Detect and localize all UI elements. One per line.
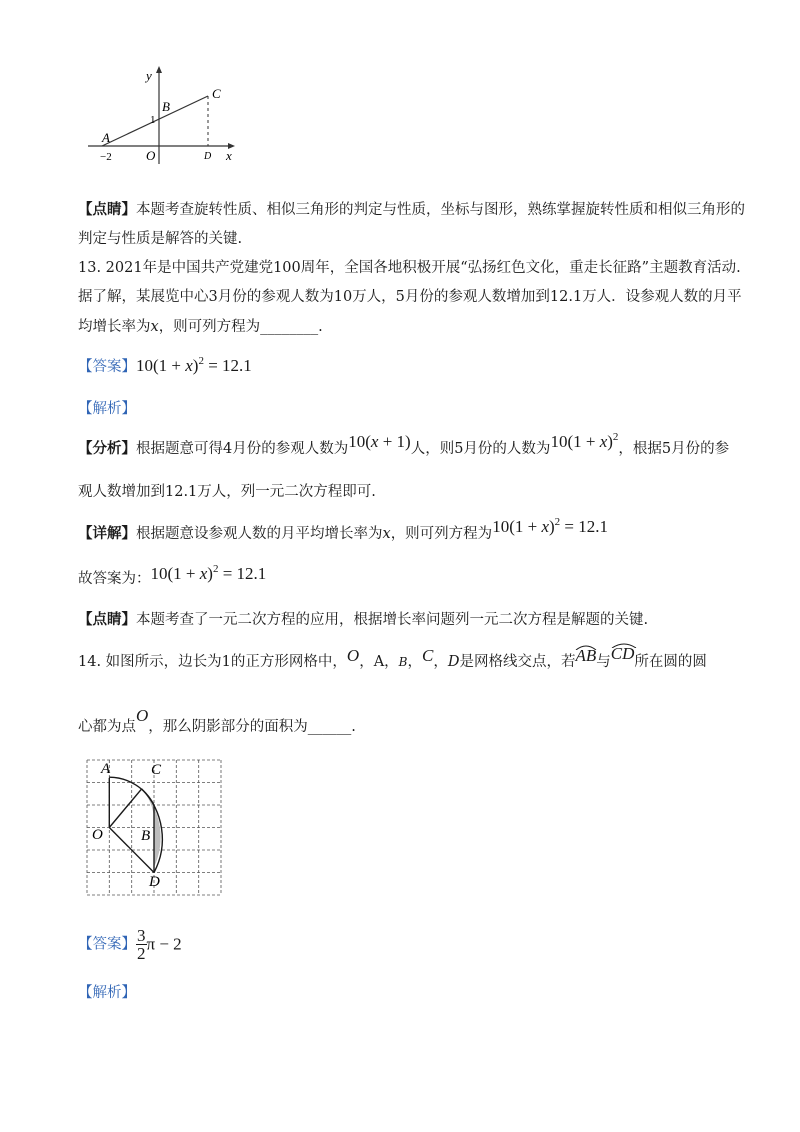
tick-1: 1 [150,114,156,126]
final-text: 故答案为： [78,571,151,587]
comment-text: 本题考查了一元二次方程的应用，根据增长率问题列一元二次方程是解题的关键. [136,612,649,628]
q13-line2: 据了解，某展览中心3月份的参观人数为10万人，5月份的参观人数增加到12.1万人．设参观人数的月平 [78,289,742,305]
label-d: D [149,874,160,890]
q14-text: ，那么阴影部分的面积为______. [148,719,356,735]
q14-text: 与 [596,654,611,670]
point-a: A [373,654,385,670]
q13-line1: 13. 2021年是中国共产党建党100周年，全国各地积极开展“弘扬红色文化，重走长征路”主题教育活动. [78,260,741,276]
label-b: B [162,99,170,114]
var-x: x [382,526,391,542]
q14-text: 所在圆的圆 [634,654,707,670]
q14-answer [78,927,182,962]
analysis-text: 根据题意可得4月份的参观人数为 [136,441,349,457]
label-x: x [226,148,232,163]
label-o: O [146,148,156,163]
q14-jiexi-tag: 【解析】 [78,985,136,1001]
q13-final-answer [78,563,267,589]
point-d: D [447,654,460,670]
label-y: y [146,68,152,83]
arc-mark-icon [611,642,637,648]
q12-comment-line1 [78,200,745,220]
q13-blank-text: ，则可列方程为________. [158,319,323,335]
q13-answer [78,356,252,377]
q13-line3 [78,317,323,337]
answer-fraction: $\frac{3}{2}$ [137,926,146,963]
q13-comment [78,610,648,630]
point-o: O [346,646,360,665]
answer-rest: π − 2 [146,934,182,954]
label-c: C [151,762,162,778]
q13-jiexi-tag: 【解析】 [78,401,136,417]
var-x: x [150,319,159,335]
comment-text: 本题考查旋转性质、相似三角形的判定与性质，坐标与图形，熟练掌握旋转性质和相似三角形的 [136,202,745,218]
comment-tag: 【点睛】 [78,201,136,218]
q12-comment-line2: 判定与性质是解答的关键. [78,231,243,247]
arc-cd: CD [611,644,635,664]
arc-mark-icon [575,644,597,650]
grid-sector-figure [86,758,226,896]
q14-text: 是网格线交点，若 [459,654,576,670]
final-equation: $10(1 + x)^2 = 12.1$ [150,563,267,583]
q13-text: 均增长率为 [78,319,151,335]
q14-line2 [78,706,356,737]
answer-tag: 【答案】 [78,359,136,375]
q14-text: 14. 如图所示，边长为1的正方形网格中， [78,654,347,670]
arc-ab: AB [575,646,597,665]
detail-text: ，则可列方程为 [390,526,493,542]
coordinate-figure [88,66,248,166]
q13-analysis-line1 [78,431,730,459]
q14-text: 心都为点 [78,719,136,735]
analysis-text: ，根据5月份的参 [618,441,730,457]
analysis-text: 人，则5月份的人数为 [410,441,551,457]
comment-tag: 【点睛】 [78,611,136,628]
point-b: B [398,655,408,669]
analysis-math2: $10(1 + x)^2$ [550,431,619,451]
label-b: B [141,828,151,844]
point-o: O [136,706,149,725]
analysis-math1: 10(x + 1) [348,432,411,451]
q13-analysis-line2: 观人数增加到12.1万人，列一元二次方程即可. [78,484,376,500]
label-o: O [92,827,103,843]
detail-equation: $10(1 + x)^2 = 12.1$ [492,516,608,536]
detail-tag: 【详解】 [78,525,136,542]
label-d: D [204,151,212,162]
point-c: C [422,646,434,665]
detail-text: 根据题意设参观人数的月平均增长率为 [136,526,383,542]
q14-line1: 14. 如图所示，边长为1的正方形网格中，O，A，B，C，D是网格线交点，若 AB与 CD所在圆的圆 [78,644,707,670]
y-axis-arrow [156,66,162,73]
answer-equation: $10(1 + x)^2 = 12.1$ [136,355,252,375]
analysis-tag: 【分析】 [78,440,136,457]
label-a: A [101,761,111,777]
segment-oc [109,789,141,828]
label-c: C [212,86,221,101]
label-a: A [102,130,110,145]
answer-tag: 【答案】 [78,936,136,953]
q13-detail [78,516,608,544]
tick-neg2: −2 [100,151,112,163]
